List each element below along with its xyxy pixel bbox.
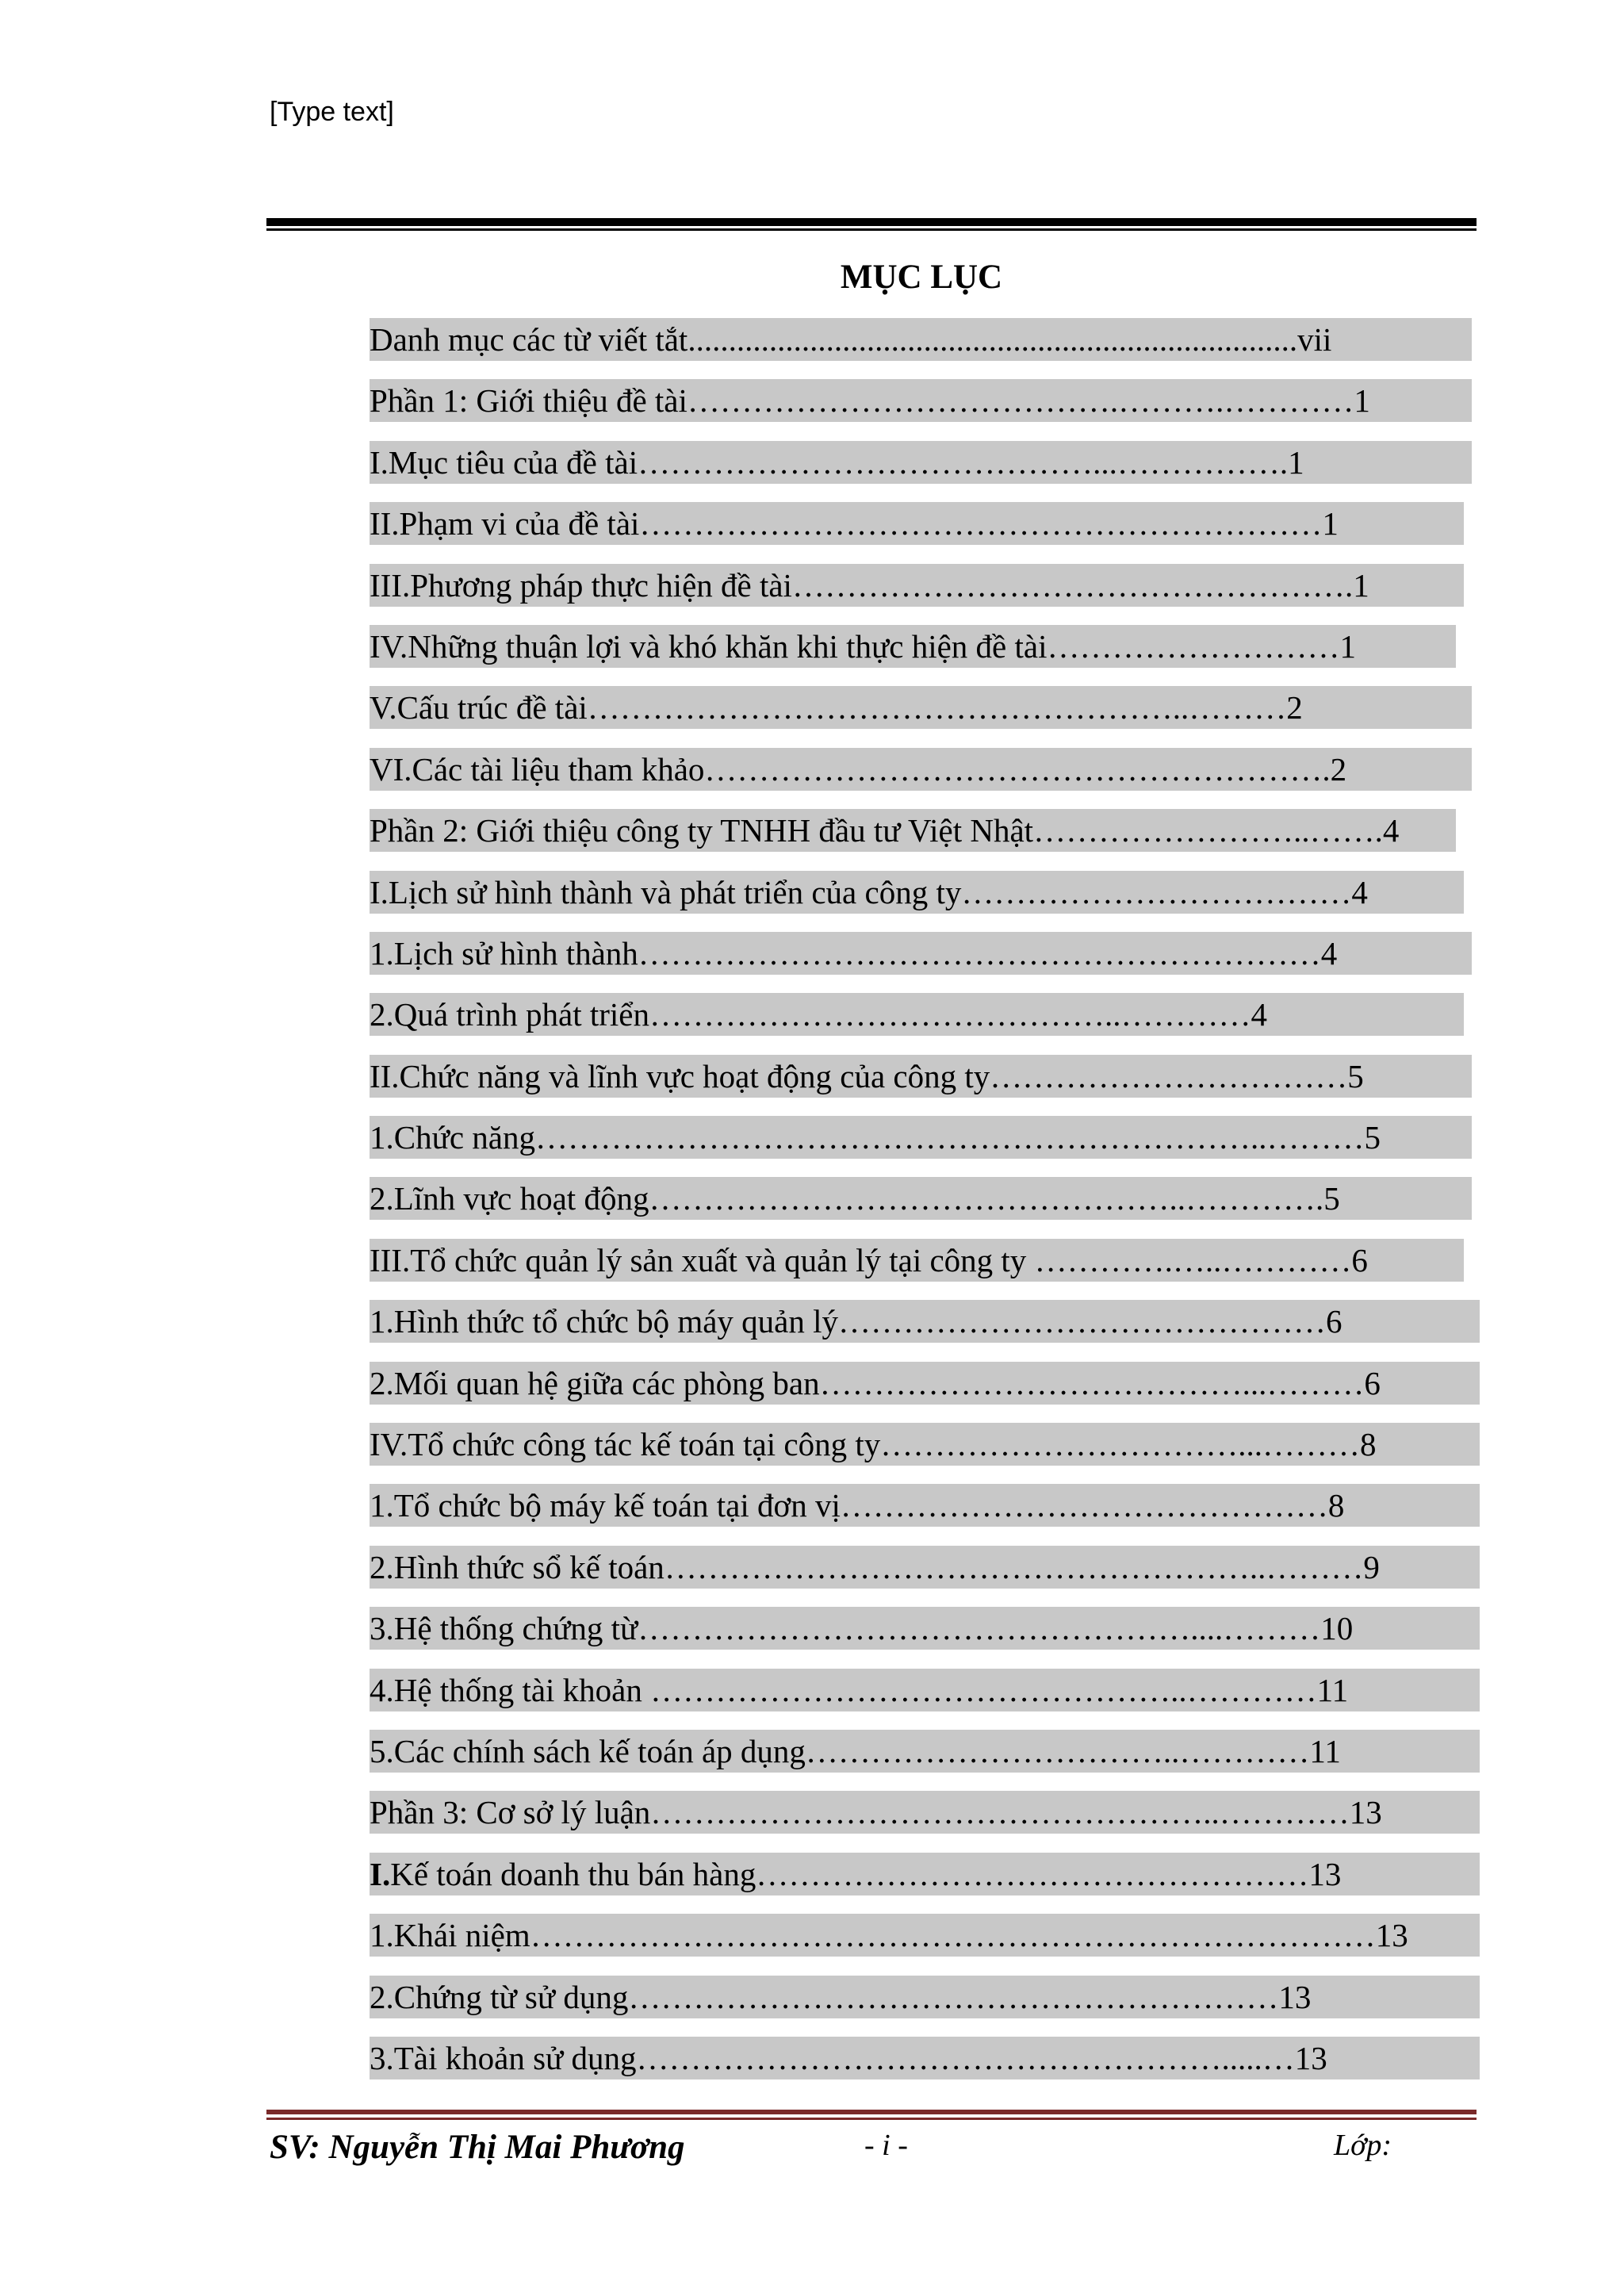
toc-leader-dots: ……………………………………………..………… (650, 1794, 1350, 1831)
toc-entry-title: Phần 1: Giới thiệu đề tài (370, 382, 688, 420)
toc-entry[interactable] (370, 1791, 1480, 1852)
toc-entry-line (370, 1976, 1480, 2018)
toc-page-number: 1 (1322, 505, 1339, 542)
toc-entry[interactable] (370, 1239, 1480, 1300)
toc-entry-title: Phần 2: Giới thiệu công ty TNHH đầu tư Việt Nhật (370, 812, 1034, 849)
toc-page-number: 5 (1347, 1057, 1364, 1094)
toc-leader-dots: …………………………………………… (756, 1855, 1309, 1892)
toc-entry-line (370, 932, 1472, 975)
toc-entry[interactable] (370, 1055, 1480, 1116)
toc-entry-title: IV.Những thuận lợi và khó khăn khi thực hiện đề tài (370, 627, 1048, 665)
toc-leader-dots: …………………………… (990, 1057, 1348, 1094)
toc-page-number: 4 (1320, 934, 1338, 972)
toc-entry-line (370, 318, 1472, 361)
toc-entry-line (370, 686, 1472, 729)
toc-entry-line (370, 1669, 1480, 1711)
toc-entry-line (370, 1239, 1464, 1282)
toc-entry[interactable] (370, 1362, 1480, 1423)
toc-entry-line (370, 1791, 1480, 1834)
toc-leader-dots: ……………………………………..………… (649, 996, 1251, 1033)
toc-entry[interactable] (370, 1976, 1480, 2037)
toc-page-number: 6 (1351, 1241, 1368, 1278)
toc-entry-line (370, 1914, 1480, 1957)
toc-entry-title: 1.Chức năng (370, 1119, 535, 1156)
toc-leader-dots: ……………………………...……… (880, 1426, 1360, 1463)
toc-page-number: 13 (1308, 1855, 1342, 1892)
toc-entry[interactable] (370, 1669, 1480, 1730)
toc-entry-title: II.Chức năng và lĩnh vực hoạt động của công ty (370, 1057, 990, 1094)
toc-leader-dots: …………………………………………..………… (650, 1671, 1317, 1708)
toc-leader-dots: …………………………………………..…………. (649, 1180, 1324, 1217)
toc-leader-dots: ……………………………………………………… (639, 505, 1323, 542)
toc-entry[interactable] (370, 379, 1480, 440)
toc-leader-dots: ……………………………………………....……… (638, 1610, 1321, 1647)
toc-entry-title: 1.Lịch sử hình thành (370, 934, 638, 972)
toc-entry-line (370, 1116, 1472, 1159)
toc-leader-dots: ……………………………………………….....… (636, 2039, 1295, 2076)
toc-entry-line (370, 809, 1456, 852)
toc-leader-dots: …………………………………………………………………… (530, 1917, 1376, 1954)
toc-page-number: vii (1297, 321, 1332, 358)
toc-page-number: 4 (1351, 873, 1368, 910)
toc-entry[interactable] (370, 1423, 1480, 1484)
toc-page-number: 1 (1288, 443, 1304, 481)
toc-page-number: 5 (1364, 1119, 1381, 1156)
toc-entry-title: III.Phương pháp thực hiện đề tài (370, 566, 792, 604)
header-rule-thick (266, 218, 1477, 226)
toc-entry-line (370, 1607, 1480, 1650)
toc-leader-dots: …………………………………………………… (628, 1978, 1279, 2015)
toc-entry[interactable] (370, 871, 1480, 932)
toc-entry-line (370, 1300, 1480, 1343)
toc-entry-title: 1.Khái niệm (370, 1917, 530, 1954)
toc-leader-dots: …………………………………………………………..……… (534, 1119, 1365, 1156)
toc-page-number: 1 (1354, 382, 1370, 420)
toc-entry-line (370, 1730, 1480, 1773)
toc-entry-title: VI.Các tài liệu tham khảo (370, 750, 705, 788)
toc-leader-dots: …………………………………………………. (704, 750, 1331, 788)
toc-page-number: 8 (1359, 1426, 1377, 1463)
toc-entry-line (370, 2037, 1480, 2079)
toc-page-number: 6 (1326, 1303, 1342, 1340)
toc-entry-title: 2.Quá trình phát triển (370, 996, 649, 1033)
toc-page-number: 6 (1364, 1364, 1381, 1401)
toc-entry-title: Danh mục các từ viết tắt (370, 321, 688, 358)
toc-leader-dots: ………………………………………………..……… (664, 1548, 1364, 1585)
toc-entry-title: 2.Lĩnh vực hoạt động (370, 1180, 649, 1217)
toc-leader-dots: ……………………………..………… (805, 1732, 1310, 1769)
toc-page-number: 1 (1339, 627, 1356, 665)
toc-entry[interactable] (370, 1177, 1480, 1238)
toc-page-number: 1 (1353, 566, 1369, 604)
toc-entry-line (370, 625, 1456, 668)
toc-page-number: 2 (1330, 750, 1347, 788)
toc-page-number: 13 (1375, 1917, 1408, 1954)
toc-leader-dots: …………………………………...……… (819, 1364, 1365, 1401)
toc-entry-title: V.Cấu trúc đề tài (370, 689, 588, 726)
toc-entry-title: II.Phạm vi của đề tài (370, 505, 640, 542)
toc-entry-title: 1.Tổ chức bộ máy kế toán tại đơn vị (370, 1487, 841, 1524)
toc-entry[interactable] (370, 502, 1480, 563)
toc-entry-title: 3.Hệ thống chứng từ (370, 1610, 638, 1647)
toc-page-number: 13 (1294, 2039, 1327, 2076)
toc-entry-title: 2.Chứng từ sử dụng (370, 1978, 629, 2015)
toc-entry-title: 2.Hình thức sổ kế toán (370, 1548, 665, 1585)
toc-entry[interactable] (370, 1300, 1480, 1361)
toc-entry-title: 3.Tài khoản sử dụng (370, 2039, 637, 2076)
toc-entry[interactable] (370, 441, 1480, 502)
toc-leader-dots: ……………………………………………………… (638, 934, 1321, 972)
toc-page-number: 8 (1327, 1487, 1345, 1524)
toc-entry[interactable] (370, 686, 1480, 747)
toc-entry-title: IV.Tổ chức công tác kế toán tại công ty (370, 1426, 881, 1463)
toc-entry[interactable] (370, 748, 1480, 809)
toc-entry-title: 5.Các chính sách kế toán áp dụng (370, 1732, 806, 1769)
toc-entry-line (370, 1484, 1480, 1527)
toc-entry[interactable] (370, 1607, 1480, 1668)
toc-entry-title: 4.Hệ thống tài khoản (370, 1671, 651, 1708)
toc-entry-line (370, 502, 1464, 545)
footer-class-label: Lớp: (1334, 2129, 1392, 2162)
footer-rule-thick (266, 2110, 1477, 2114)
footer-rule-thin (266, 2118, 1477, 2120)
toc-page-number: 5 (1323, 1180, 1340, 1217)
footer-student-name: SV: Nguyễn Thị Mai Phương (270, 2129, 685, 2166)
toc-entry-line (370, 1177, 1472, 1220)
toc-entry[interactable] (370, 1853, 1480, 1914)
toc-page-number: 11 (1309, 1732, 1341, 1769)
toc-entry-line (370, 379, 1472, 422)
toc-entry[interactable] (370, 318, 1480, 379)
toc-entry[interactable] (370, 932, 1480, 993)
table-of-contents (370, 318, 1480, 2098)
toc-entry-title: 1.Hình thức tổ chức bộ máy quản lý (370, 1303, 838, 1340)
toc-entry[interactable] (370, 625, 1480, 686)
toc-entry-line (370, 1853, 1480, 1895)
toc-entry-title: I.Kế toán doanh thu bán hàng (370, 1855, 756, 1892)
toc-entry-line (370, 748, 1472, 791)
toc-entry-title: III.Tổ chức quản lý sản xuất và quản lý tại công ty (370, 1241, 1035, 1278)
toc-page-number: 13 (1278, 1978, 1312, 2015)
toc-entry-bold-prefix: I. (370, 1855, 391, 1892)
toc-leader-dots: ……………………………………………. (791, 566, 1354, 604)
toc-page-number: 11 (1316, 1671, 1349, 1708)
toc-leader-dots: ………………………………….……….………… (687, 382, 1354, 420)
toc-page-number: 9 (1363, 1548, 1380, 1585)
toc-entry-line (370, 441, 1472, 484)
toc-leader-dots: ……………………………………...……………. (638, 443, 1289, 481)
toc-entry[interactable] (370, 809, 1480, 870)
toc-entry[interactable] (370, 993, 1480, 1054)
header-placeholder-text: [Type text] (270, 97, 394, 127)
toc-entry[interactable] (370, 1484, 1480, 1545)
toc-leader-dots: ……………………………… (961, 873, 1352, 910)
toc-entry[interactable] (370, 1914, 1480, 1975)
toc-leader-dots: ………….…..………… (1034, 1241, 1352, 1278)
toc-leader-dots: ……………………..……. (1033, 812, 1383, 849)
toc-leader-dots: ……………………… (1047, 627, 1340, 665)
toc-entry[interactable] (370, 1116, 1480, 1177)
toc-entry-title: I.Lịch sử hình thành và phát triển của công ty (370, 873, 962, 910)
toc-entry[interactable] (370, 564, 1480, 625)
toc-page-number: 13 (1349, 1794, 1382, 1831)
toc-entry-line (370, 564, 1464, 607)
toc-entry-title: Phần 3: Cơ sở lý luận (370, 1794, 651, 1831)
toc-leader-dots: ……………………………………… (840, 1487, 1328, 1524)
header-rule-thin (266, 228, 1477, 231)
toc-entry-line (370, 1546, 1480, 1589)
toc-entry-title: I.Mục tiêu của đề tài (370, 443, 638, 481)
toc-entry-line (370, 1362, 1480, 1405)
toc-entry-line (370, 993, 1464, 1036)
toc-entry-title: 2.Mối quan hệ giữa các phòng ban (370, 1364, 820, 1401)
toc-entry[interactable] (370, 1546, 1480, 1607)
toc-entry-line (370, 1055, 1472, 1098)
footer-page-number: - i - (864, 2129, 908, 2162)
toc-leader-dots: ........................................................................... (688, 321, 1298, 358)
toc-entry-line (370, 1423, 1480, 1466)
toc-title: MỤC LỤC (840, 259, 1003, 296)
toc-leader-dots: ……………………………………… (838, 1303, 1326, 1340)
toc-entry[interactable] (370, 2037, 1480, 2098)
toc-page-number: 4 (1251, 996, 1267, 1033)
toc-entry[interactable] (370, 1730, 1480, 1791)
toc-page-number: 2 (1286, 689, 1303, 726)
toc-leader-dots: ………………………………………………..……… (587, 689, 1287, 726)
toc-page-number: 10 (1320, 1610, 1354, 1647)
toc-entry-line (370, 871, 1464, 914)
toc-page-number: 4 (1382, 812, 1400, 849)
